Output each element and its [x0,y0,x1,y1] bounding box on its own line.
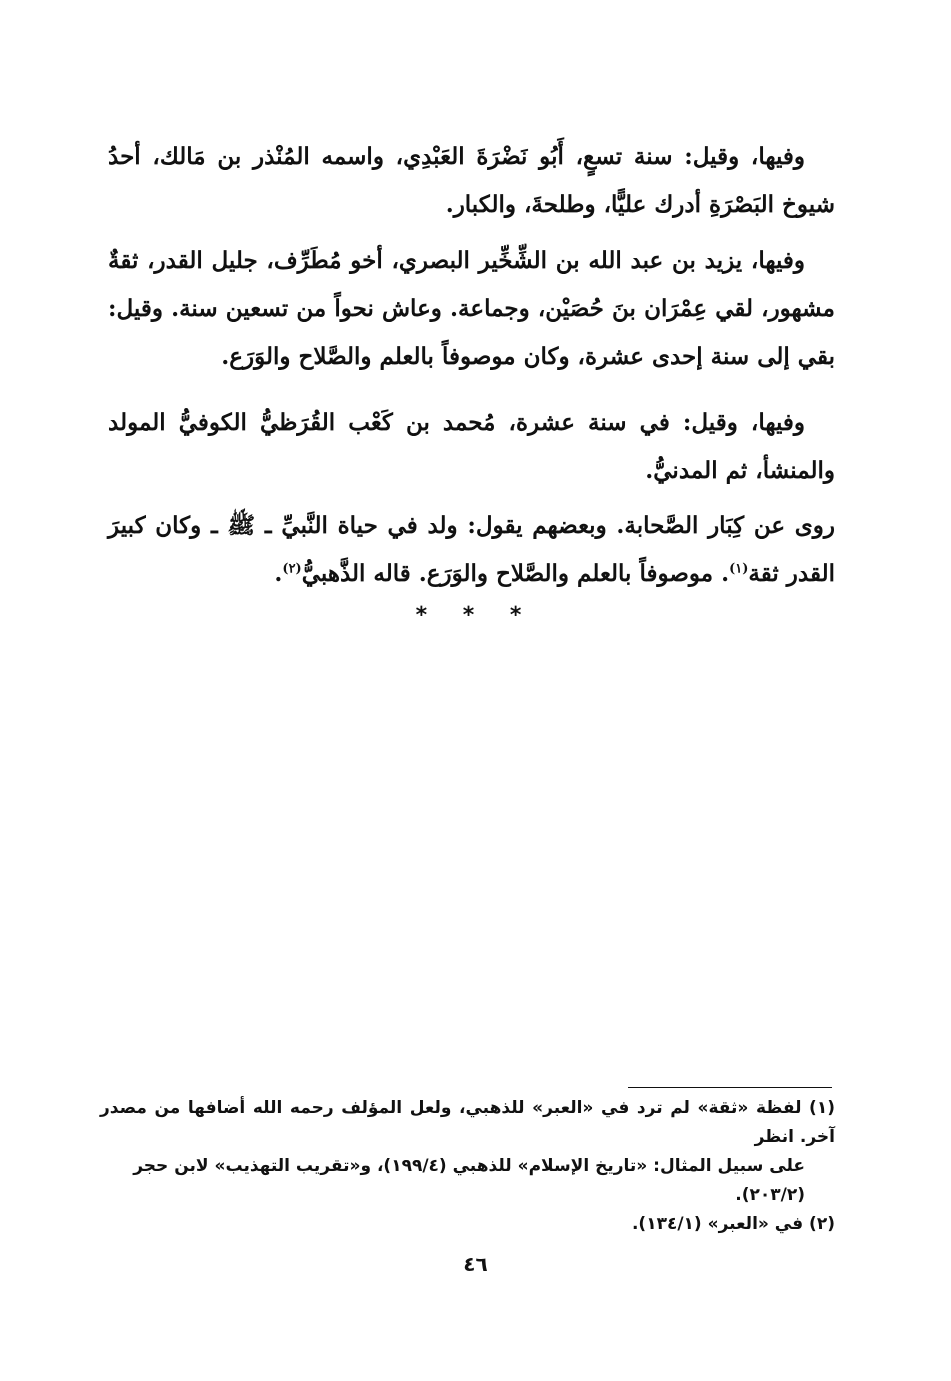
narration-text-end: . [274,560,283,587]
main-text-3 [108,399,835,495]
narration-text-1: روى عن كِبَار الصَّحابة. وبعضهم يقول: ولد في حياة النَّبيِّ ـ ﷺ ـ وكان كبيرَ القدر ثقة [108,512,835,587]
main-text-2 [108,237,835,381]
section-separator: * * * [415,603,536,628]
footnote-1-line-2: على سبيل المثال: «تاريخ الإسلام» للذهبي (١٩٩/٤)، و«تقريب التهذيب» لابن حجر [133,1156,805,1176]
paragraph-abu-nadra: وفيها، وقيل: سنة تسعٍ، أَبُو نَضْرَةَ العَبْدِي، واسمه المُنْذر بن مَالك، أحدُ شيوخ البَصْرَةِ أدرك عليًّا، وطلحةَ، والكبار. [108,143,835,218]
paragraph-muhammad-qurazi: وفيها، وقيل: في سنة عشرة، مُحمد بن كَعْب القُرَظيُّ الكوفيُّ المولد والمنشأ، ثم المدنيُّ. [108,409,835,484]
footnote-1-line-1: (١) لفظة «ثقة» لم ترد في «العبر» للذهبي، ولعل المؤلف رحمه الله أضافها من مصدر آخر. انظر [100,1098,835,1147]
footnote-ref-1[interactable]: (١) [729,561,749,577]
main-text-4 [108,502,835,598]
footnote-1-line-3: (٢٠٣/٢). [735,1185,805,1205]
footnote-2: (٢) في «العبر» (١٣٤/١). [631,1214,835,1234]
page-number: ٤٦ [463,1252,488,1276]
footnote-ref-2[interactable]: (٢) [282,561,302,577]
main-text [108,133,835,229]
narration-text-2: . موصوفاً بالعلم والصَّلاح والوَرَع. قاله الذَّهبيُّ [301,560,730,587]
footnote-divider [628,1087,832,1088]
footnotes [100,1094,835,1239]
paragraph-yazid: وفيها، يزيد بن عبد الله بن الشِّخِّير البصري، أخو مُطَرِّف، جليل القدر، ثقةٌ مشهور، لقي عِمْرَان بنَ حُصَيْن، وجماعة. وعاش نحواً من تسعين سنة. وقيل: بقي إلى سنة إحدى عشرة، وكان موصوفاً بالعلم والصَّلاح والوَرَع. [108,247,835,370]
paragraph-narration [108,502,835,598]
